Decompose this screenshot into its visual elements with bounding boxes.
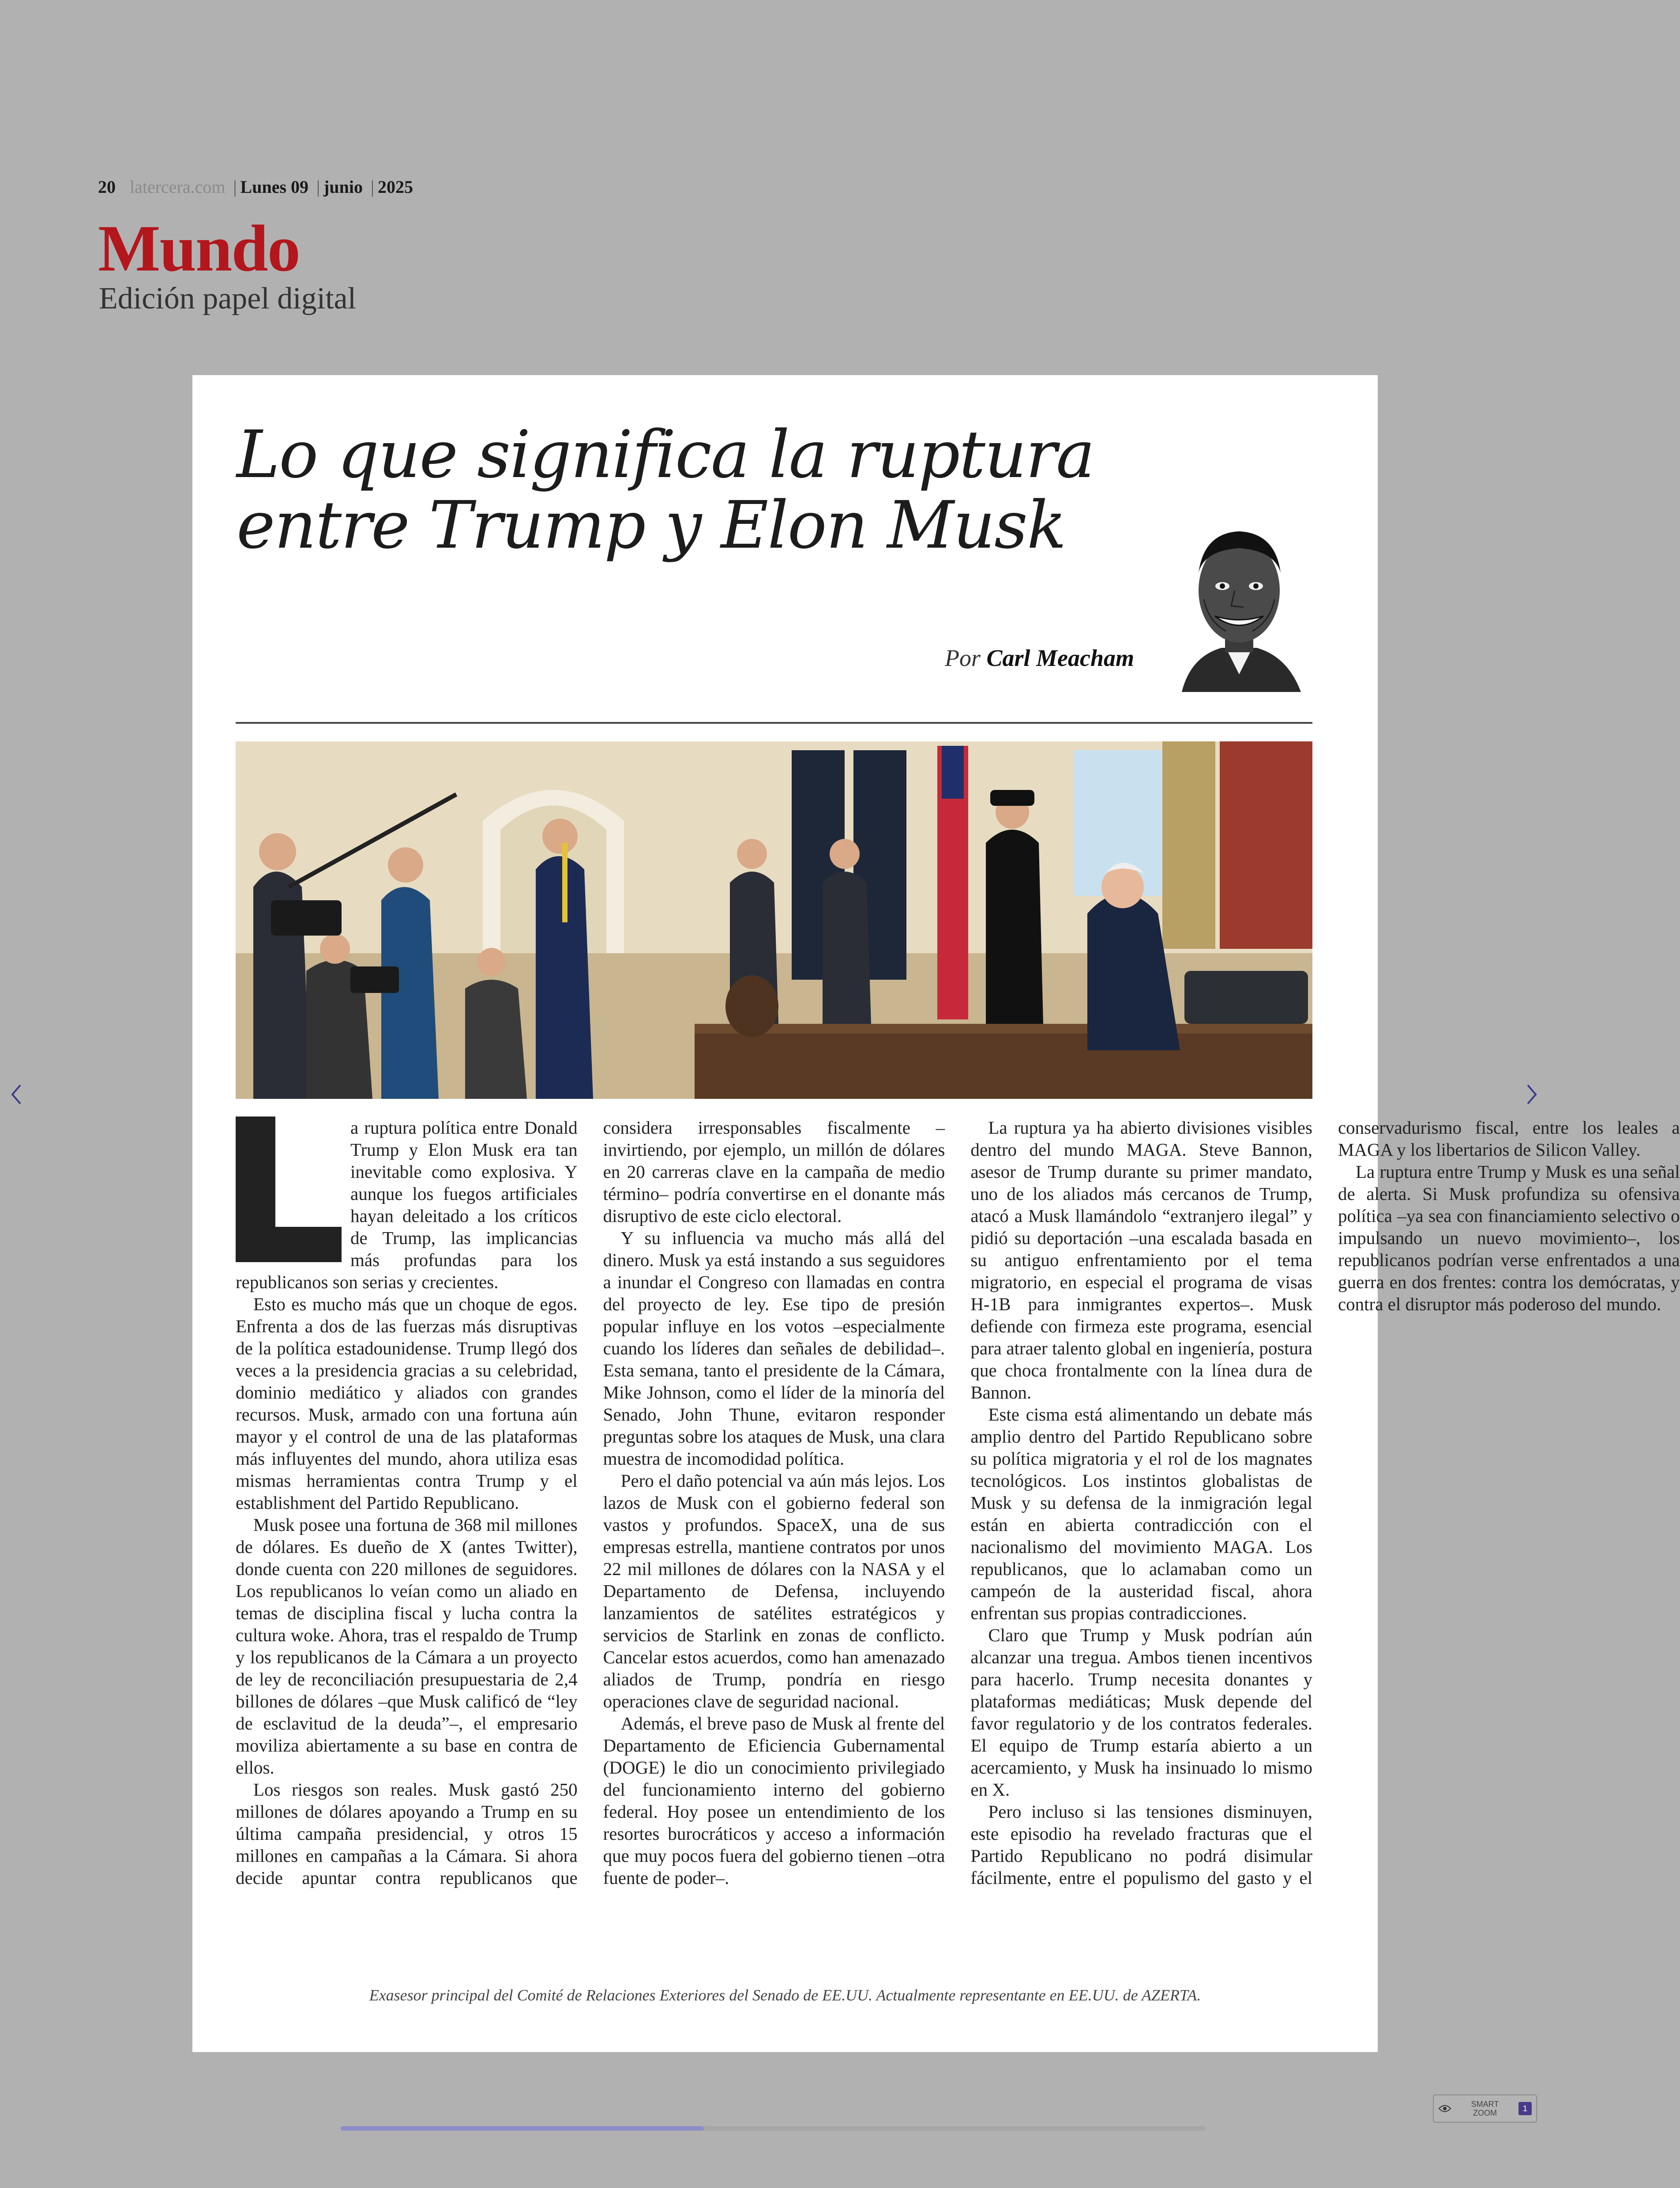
paragraph: Pero incluso si las tensiones disminuyen, este episodio ha revelado fracturas que el Partido Republicano no podrá disimular fácilmente, entre el populismo del gasto y el conservadurismo fiscal, entre los leales a MAGA y los libertarios de Silicon Valley. — [970, 1117, 1680, 1888]
site-name[interactable]: latercera.com — [130, 177, 226, 197]
chevron-right-icon — [1525, 1083, 1538, 1105]
paragraph: a ruptura política entre Donald Trump y Elon Musk era tan inevitable como explosiva. Y aunque los fuegos artificiales hayan deleitado a los críticos de Trump, las implicancias más profundas para los republicanos son serias y crecientes. — [236, 1117, 578, 1292]
dropcap — [236, 1117, 342, 1262]
progress-fill — [341, 2126, 704, 2131]
byline-prefix: Por — [944, 645, 981, 671]
separator: | — [316, 177, 320, 197]
paragraph: La ruptura ya ha abierto divisiones visibles dentro del mundo MAGA. Steve Bannon, asesor de Trump durante su primer mandato, uno de los aliados más cercanos de Trump, atacó a Musk llamándolo “extranjero ilegal” y pidió su deportación –una escalada basada en su antiguo enfrentamiento por el tema migratorio, en especial el programa de visas H-1B para inmigrantes expertos–. Musk defiende con firmeza este programa, esencial para atraer talento global en ingeniería, postura que choca frontalmente con la línea dura de Bannon. — [970, 1117, 1312, 1402]
dateline — [98, 177, 413, 197]
paragraph: Este cisma está alimentando un debate más amplio dentro del Partido Republicano sobre su política migratoria y el rol de los magnates tecnológicos. Los instintos globalistas de Musk y su defensa de la inmigración legal están en abierta contradicción con el nacionalismo del movimiento MAGA. Los republicanos, que lo aclamaban como un campeón de la austeridad fiscal, ahora enfrentan sus propias contradicciones. — [970, 1404, 1312, 1623]
byline — [945, 644, 1134, 672]
paragraph: Además, el breve paso de Musk al frente del Departamento de Eficiencia Gubernamental (DOGE) le dio un conocimiento privilegiado del funcionamiento interno del gobierno federal. Hoy posee un entendimiento de los resortes burocráticos y acceso a información que muy pocos fuera del gobierno tienen –otra fuente de poder–. — [603, 1713, 945, 1888]
paragraph: Los riesgos son reales. Musk gastó 250 millones de dólares apoyando a Trump en su última campaña presidencial, y otros 15 millones en campañas a la Cámara. Si ahora decide apuntar contra republicanos que considera irresponsables fiscalmente –invirtiendo, por ejemplo, un millón de dólares en 20 carreras clave en la campaña de medio término– podría convertirse en el donante más disruptivo de este ciclo electoral. — [236, 1117, 945, 1888]
paragraph: Musk posee una fortuna de 368 mil millones de dólares. Es dueño de X (antes Twitter), donde cuenta con 220 millones de seguidores. Los republicanos lo veían como un aliado en temas de disciplina fiscal y lucha contra la cultura woke. Ahora, tras el respaldo de Trump y los republicanos de la Cámara a un proyecto de ley de reconciliación presupuestaria de 2,4 billones de dólares –que Musk calificó de “ley de esclavitud de la deuda”–, el empresario moviliza abiertamente a su base en contra de ellos. — [236, 1515, 578, 1778]
reading-progress-bar[interactable] — [341, 2126, 1206, 2131]
author-footnote: Exasesor principal del Comité de Relaciones Exteriores del Senado de EE.UU. Actualmente representante en EE.UU. de AZERTA. — [369, 1986, 1201, 2004]
headline-line-2: entre Trump y Elon Musk — [237, 487, 1066, 563]
chevron-left-icon — [10, 1083, 23, 1105]
paragraph: Y su influencia va mucho más allá del dinero. Musk ya está instando a sus seguidores a inundar el Congreso con llamadas en contra del proyecto de ley. Ese tipo de presión popular influye en los votos –especialmente cuando los líderes dan señales de debilidad–. Esta semana, tanto el presidente de la Cámara, Mike Johnson, como el líder de la minoría del Senado, John Thune, evitaron responder preguntas sobre los ataques de Musk, una clara muestra de incomodidad política. — [603, 1228, 945, 1469]
paragraph: Esto es mucho más que un choque de egos. Enfrenta a dos de las fuerzas más disruptivas de la política estadounidense. Trump llegó dos veces a la presidencia gracias a su celebridad, dominio mediático y aliados con grandes recursos. Musk, armado con una fortuna aún mayor y el control de una de las plataformas más influyentes del mundo, ahora utiliza esas mismas herramientas contra Trump y el establishment del Partido Republicano. — [236, 1294, 578, 1513]
author-portrait — [1173, 515, 1305, 692]
next-page-button[interactable] — [1521, 1079, 1543, 1110]
date-year: 2025 — [378, 177, 413, 197]
page-number: 20 — [98, 177, 116, 197]
headline — [237, 417, 1119, 563]
edition-label: Edición papel digital — [99, 282, 357, 316]
article-photo[interactable] — [236, 741, 1312, 1099]
section-title: Mundo — [98, 212, 300, 285]
page-badge: 1 — [1518, 2102, 1532, 2115]
eye-icon — [1438, 2104, 1451, 2113]
paragraph: Claro que Trump y Musk podrían aún alcanzar una tregua. Ambos tienen incentivos para hacerlo. Trump necesita donantes y plataformas mediáticas; Musk depende del favor regulatorio y de los contratos federales. El equipo de Trump estaría abierto a un acercamiento, y Musk ha insinuado lo mismo en X. — [970, 1625, 1312, 1800]
headline-line-1: Lo que significa la ruptura — [237, 417, 1094, 492]
divider — [236, 722, 1312, 724]
smart-zoom-label: SMART ZOOM — [1471, 2100, 1499, 2117]
paragraph: Pero el daño potencial va aún más lejos. Los lazos de Musk con el gobierno federal son vastos y profundos. SpaceX, una de sus empresas estrella, mantiene contratos por unos 22 mil millones de dólares con la NASA y el Departamento de Defensa, incluyendo lanzamientos de satélites estratégicos y servicios de Starlink en zonas de conflicto. Cancelar estos acuerdos, como han amenazado aliados de Trump, pondría en riesgo operaciones clave de seguridad nacional. — [603, 1470, 945, 1711]
paragraph: La ruptura entre Trump y Musk es una señal de alerta. Si Musk profundiza su ofensiva política –ya sea con financiamiento selectivo o impulsando un nuevo movimiento–, los republicanos podrían verse enfrentados a una guerra en dos frentes: contra los demócratas, y contra el disruptor más poderoso del mundo. — [1338, 1162, 1680, 1314]
smart-zoom-button[interactable] — [1433, 2094, 1537, 2123]
date-month: junio — [323, 177, 363, 197]
article-page — [192, 375, 1680, 2052]
date-day: Lunes 09 — [240, 177, 309, 197]
separator: | — [233, 177, 237, 197]
previous-page-button[interactable] — [5, 1079, 27, 1110]
article-body — [236, 1117, 1680, 1902]
separator: | — [370, 177, 374, 197]
author-name: Carl Meacham — [986, 645, 1134, 671]
